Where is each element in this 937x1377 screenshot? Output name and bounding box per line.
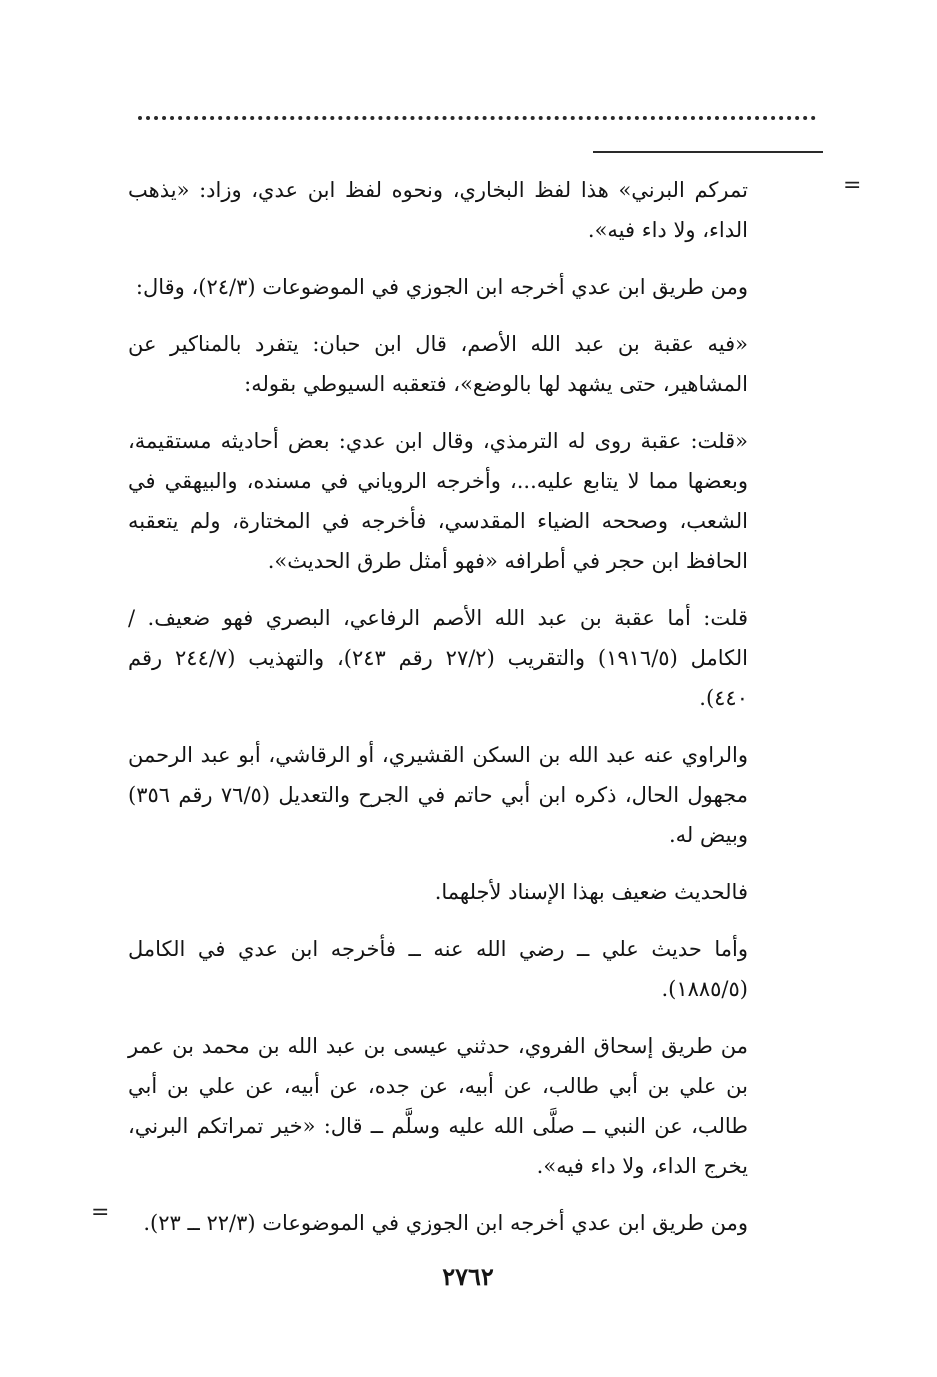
paragraph-10: ومن طريق ابن عدي أخرجه ابن الجوزي في الموضوعات (٢٢/٣ ــ ٢٣). (143, 1211, 748, 1235)
footnote-separator-rule (593, 151, 823, 153)
paragraph-6: والراوي عنه عبد الله بن السكن القشيري، أو الرقاشي، أبو عبد الرحمن مجهول الحال، ذكره ابن أبي حاتم في الجرح والتعديل (٧٦/٥ رقم ٣٥٦) وبيض له. (128, 743, 748, 847)
paragraph-2: ومن طريق ابن عدي أخرجه ابن الجوزي في الموضوعات (٢٤/٣)، وقال: (135, 275, 748, 299)
paragraph-5: قلت: أما عقبة بن عبد الله الأصم الرفاعي، البصري فهو ضعيف. / الكامل (١٩١٦/٥) والتقريب (٢٧/٢ رقم ٢٤٣)، والتهذيب (٢٤٤/٧ رقم ٤٤٠). (128, 606, 748, 710)
paragraph-3: «فيه عقبة بن عبد الله الأصم، قال ابن حبان: يتفرد بالمناكير عن المشاهير، حتى يشهد لها بالوضع»، فتعقبه السيوطي بقوله: (128, 332, 748, 396)
page-number: ٢٧٦٢ (442, 1262, 494, 1291)
paragraph-1: تمركم البرني» هذا لفظ البخاري، ونحوه لفظ ابن عدي، وزاد: «يذهب الداء، ولا داء فيه». (128, 178, 748, 242)
header-dotted-rule (138, 116, 816, 120)
footnote-body (128, 170, 748, 1260)
paragraph-4: «قلت: عقبة روى له الترمذي، وقال ابن عدي: بعض أحاديثه مستقيمة، وبعضها مما لا يتابع عليه...، وأخرجه الروياني في مسنده، والبيهقي في الشعب، وصححه الضياء المقدسي، فأخرجه في المختارة، ولم يتعقبه الحافظ ابن حجر في أطرافه «فهو أمثل طرق الحديث». (128, 429, 748, 573)
continuation-mark-top: = (843, 173, 862, 198)
paragraph-8: وأما حديث علي ــ رضي الله عنه ــ فأخرجه ابن عدي في الكامل (١٨٨٥/٥). (128, 937, 748, 1001)
paragraph-9: من طريق إسحاق الفروي، حدثني عيسى بن عبد الله بن محمد بن عمر بن علي بن أبي طالب، عن أبيه، عن جده، عن أبيه، عن علي بن أبي طالب، عن النبي ــ صلَّى الله عليه وسلَّم ــ قال: «خير تمراتكم البرني، يخرج الداء، ولا داء فيه». (128, 1034, 748, 1178)
paragraph-7: فالحديث ضعيف بهذا الإسناد لأجلهما. (434, 880, 748, 904)
continuation-mark-bottom: = (91, 1200, 110, 1225)
